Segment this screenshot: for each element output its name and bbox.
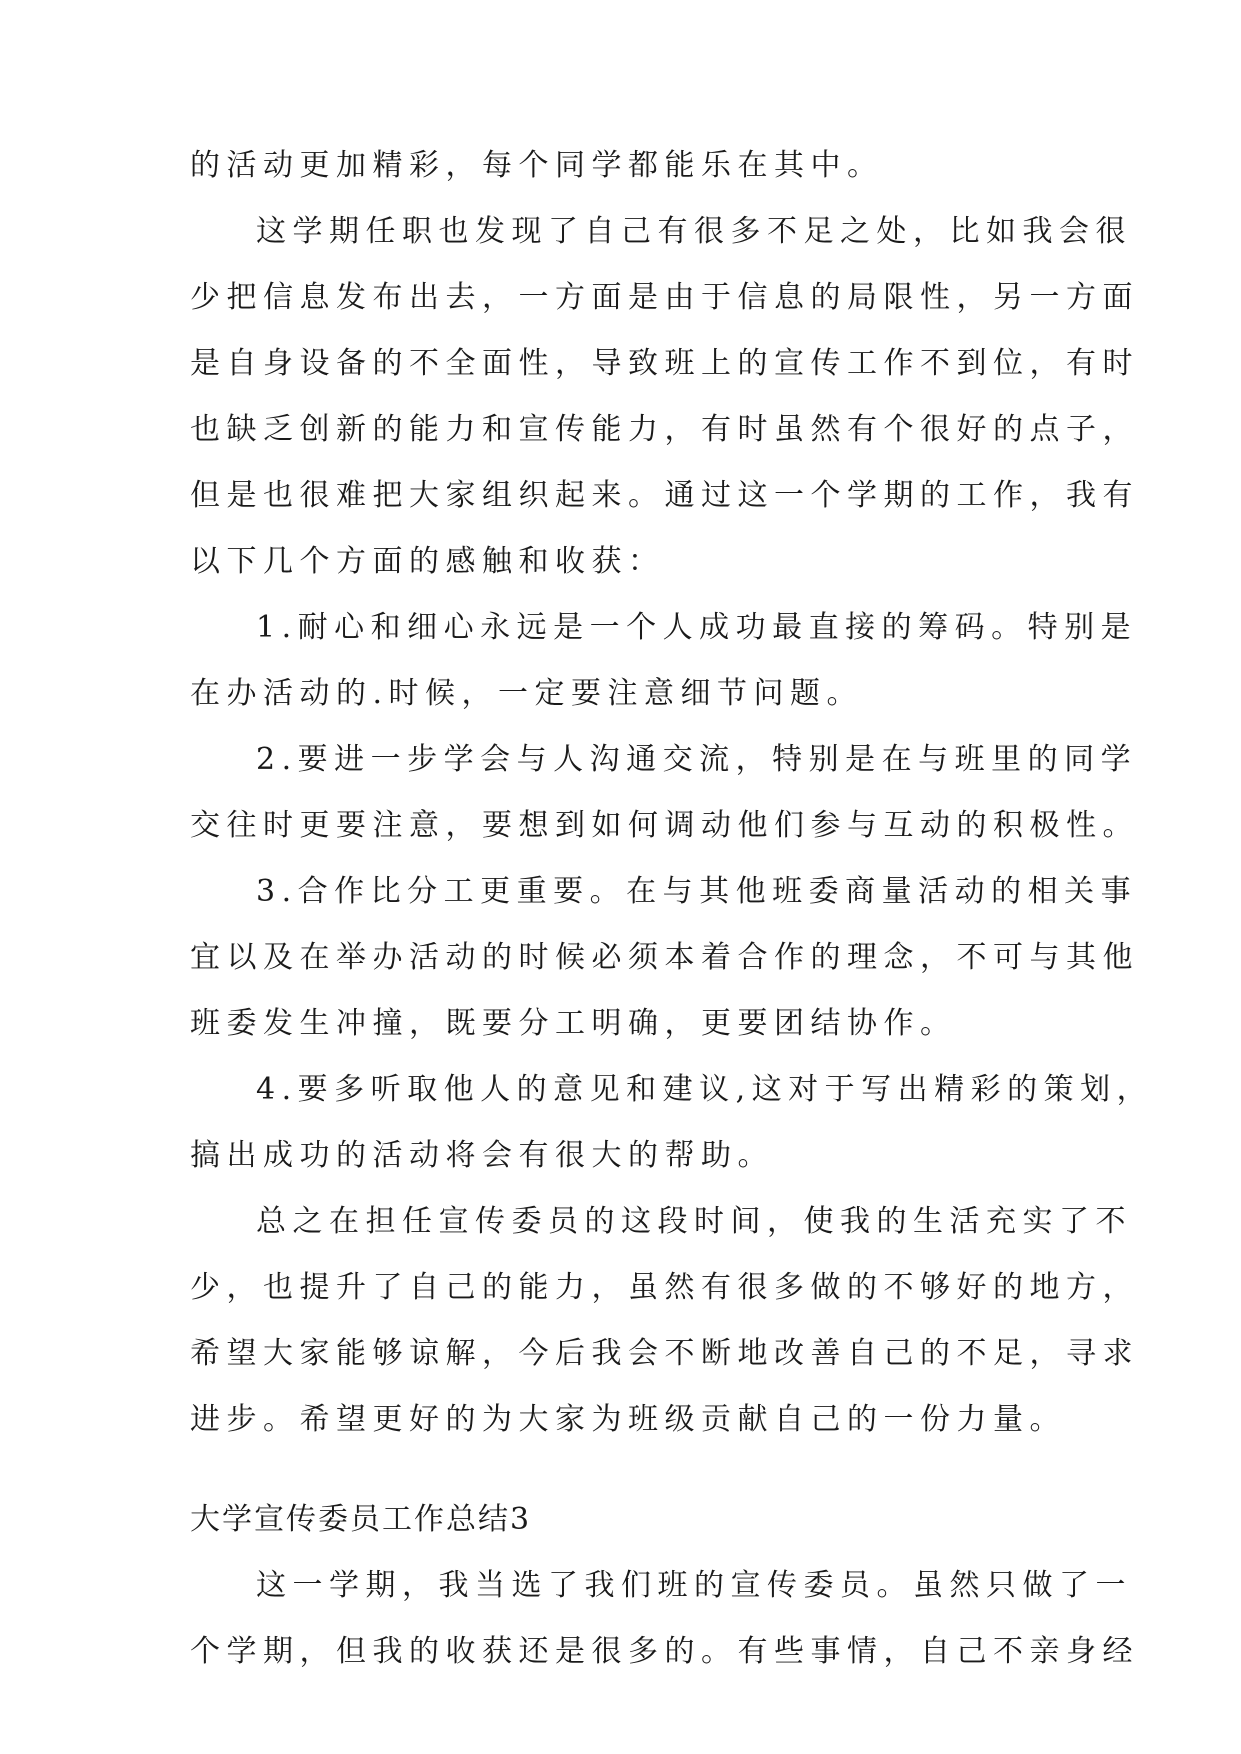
text-line: 少把信息发布出去，一方面是由于信息的局限性，另一方面 — [190, 280, 1139, 315]
text-line: 这学期任职也发现了自己有很多不足之处，比如我会很 — [256, 214, 1132, 249]
text-line: 希望大家能够谅解，今后我会不断地改善自己的不足，寻求 — [190, 1336, 1139, 1371]
section-heading: 大学宣传委员工作总结3 — [190, 1502, 532, 1537]
text-line: 3.合作比分工更重要。在与其他班委商量活动的相关事 — [256, 874, 1138, 909]
text-line: 也缺乏创新的能力和宣传能力，有时虽然有个很好的点子， — [190, 412, 1139, 447]
text-line: 在办活动的.时候，一定要注意细节问题。 — [190, 676, 864, 711]
text-line: 宜以及在举办活动的时候必须本着合作的理念，不可与其他 — [190, 940, 1139, 975]
text-line: 这一学期，我当选了我们班的宣传委员。虽然只做了一 — [256, 1568, 1132, 1603]
text-line: 的活动更加精彩，每个同学都能乐在其中。 — [190, 148, 884, 183]
text-line: 少，也提升了自己的能力，虽然有很多做的不够好的地方， — [190, 1270, 1139, 1305]
text-line: 搞出成功的活动将会有很大的帮助。 — [190, 1138, 774, 1173]
text-line: 班委发生冲撞，既要分工明确，更要团结协作。 — [190, 1006, 957, 1041]
text-line: 进步。希望更好的为大家为班级贡献自己的一份力量。 — [190, 1402, 1066, 1437]
text-line: 总之在担任宣传委员的这段时间，使我的生活充实了不 — [256, 1204, 1132, 1239]
text-line: 个学期，但我的收获还是很多的。有些事情，自己不亲身经 — [190, 1634, 1139, 1669]
text-line: 1.耐心和细心永远是一个人成功最直接的筹码。特别是 — [256, 610, 1138, 645]
text-line: 2.要进一步学会与人沟通交流，特别是在与班里的同学 — [256, 742, 1138, 777]
text-line: 但是也很难把大家组织起来。通过这一个学期的工作，我有 — [190, 478, 1139, 513]
text-line: 4.要多听取他人的意见和建议,这对于写出精彩的策划， — [256, 1072, 1154, 1107]
text-line: 以下几个方面的感触和收获： — [190, 544, 665, 579]
text-line: 是自身设备的不全面性，导致班上的宣传工作不到位，有时 — [190, 346, 1139, 381]
text-line: 交往时更要注意，要想到如何调动他们参与互动的积极性。 — [190, 808, 1139, 843]
